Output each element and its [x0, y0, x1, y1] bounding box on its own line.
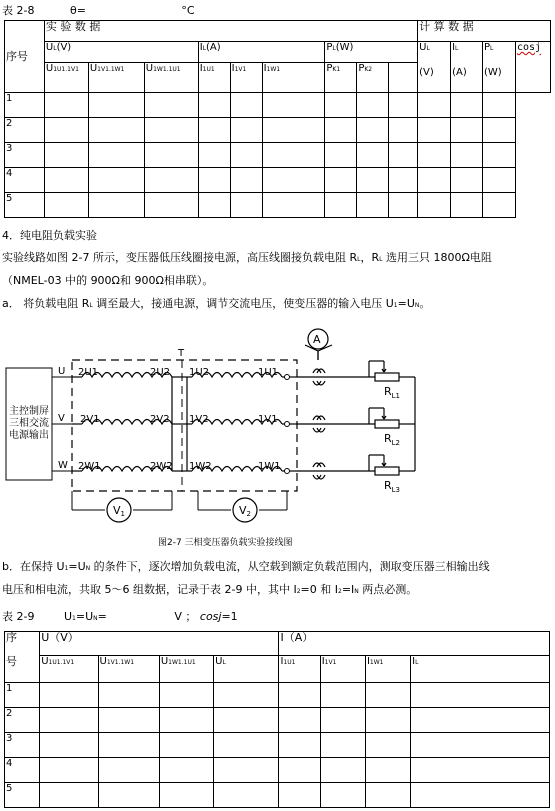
row-number: 5: [5, 193, 45, 218]
data-cell[interactable]: [198, 168, 230, 193]
u-group-header: UL(V): [44, 42, 198, 63]
source-line-3: 电源输出: [9, 430, 49, 441]
column-header: U1W1.1U1: [159, 656, 213, 683]
table-row: [5, 118, 551, 143]
data-cell[interactable]: [262, 143, 325, 168]
row-number: 5: [5, 783, 40, 808]
data-cell[interactable]: [159, 708, 213, 733]
column-header: I1U1: [198, 63, 230, 93]
p-group-header: PL(W): [325, 42, 418, 63]
column-header: IL: [411, 656, 550, 683]
data-cell[interactable]: [279, 708, 320, 733]
figure-2-7: [0, 325, 555, 555]
data-cell[interactable]: [411, 733, 550, 758]
data-cell[interactable]: [262, 168, 325, 193]
data-cell[interactable]: [144, 143, 198, 168]
data-cell[interactable]: [325, 168, 357, 193]
data-cell[interactable]: [44, 168, 88, 193]
data-cell[interactable]: [279, 783, 320, 808]
data-cell[interactable]: [40, 683, 98, 708]
row-number: 4: [5, 168, 45, 193]
data-cell[interactable]: [357, 93, 389, 118]
data-cell[interactable]: [365, 758, 410, 783]
row-number: 4: [5, 758, 40, 783]
terminal-2u1: 2U1: [78, 367, 99, 378]
data-cell[interactable]: [262, 118, 325, 143]
row-number: 2: [5, 708, 40, 733]
data-cell[interactable]: [40, 708, 98, 733]
data-cell[interactable]: [451, 118, 483, 143]
data-cell[interactable]: [325, 143, 357, 168]
transformer-label: T: [178, 348, 185, 359]
data-cell[interactable]: [159, 733, 213, 758]
data-cell[interactable]: [389, 93, 418, 118]
data-cell[interactable]: [451, 193, 483, 218]
data-cell[interactable]: [98, 758, 159, 783]
data-cell[interactable]: [198, 118, 230, 143]
source-line-1: 主控制屏: [9, 406, 49, 417]
calc-data-header: 计 算 数 据: [418, 21, 551, 42]
ammeter-label: A: [313, 333, 321, 346]
data-cell[interactable]: [214, 733, 279, 758]
table-row: [5, 708, 550, 733]
column-header: I1U1: [279, 656, 320, 683]
column-header: U1U1.1V1: [40, 656, 98, 683]
v2-label: V2: [239, 504, 251, 518]
row-number: 3: [5, 733, 40, 758]
data-cell[interactable]: [325, 193, 357, 218]
row-number: 1: [5, 93, 45, 118]
v1-label: V1: [113, 504, 125, 518]
data-cell[interactable]: [144, 118, 198, 143]
data-cell[interactable]: [389, 143, 418, 168]
data-cell[interactable]: [483, 118, 516, 143]
data-cell[interactable]: [88, 118, 144, 143]
data-cell[interactable]: [98, 783, 159, 808]
data-cell[interactable]: [88, 93, 144, 118]
column-header: U1V1.1W1: [88, 63, 144, 93]
terminal-2u2: 2U2: [150, 367, 171, 378]
phase-u: U: [58, 366, 66, 377]
table-2-8-caption: [2, 2, 195, 18]
data-cell[interactable]: [214, 758, 279, 783]
paragraph-b-line-2: 电压和相电流，共取 5～6 组数据，记录于表 2-9 中，其中 I2=0 和 I2=IN 两点必测。: [2, 583, 418, 596]
table-row: [5, 758, 550, 783]
data-cell[interactable]: [389, 193, 418, 218]
data-cell[interactable]: [144, 93, 198, 118]
source-line-2: 三相交流: [9, 418, 49, 429]
data-cell[interactable]: [98, 733, 159, 758]
data-cell[interactable]: [389, 118, 418, 143]
terminal-1w2: 1W2: [189, 461, 212, 472]
data-cell[interactable]: [451, 143, 483, 168]
column-header: U1W1.1U1: [144, 63, 198, 93]
calc-i-header: IL (A): [451, 42, 483, 93]
data-cell[interactable]: [198, 93, 230, 118]
table-2-8: [4, 20, 551, 218]
i-group-header: I（A）: [279, 632, 550, 656]
data-cell[interactable]: [230, 143, 262, 168]
data-cell[interactable]: [279, 758, 320, 783]
data-cell[interactable]: [214, 683, 279, 708]
data-cell[interactable]: [40, 758, 98, 783]
column-header: PK2: [357, 63, 389, 93]
paragraph-a: a． 将负载电阻 RL 调至最大，接通电源，调节交流电压，使变压器的输入电压 U1=UN。: [2, 297, 431, 310]
column-header: U1U1.1V1: [44, 63, 88, 93]
data-cell[interactable]: [483, 193, 516, 218]
table-2-9: [4, 631, 550, 808]
data-cell[interactable]: [262, 193, 325, 218]
figure-caption: 图2-7 三相变压器负载实验接线图: [158, 538, 293, 548]
table-row: [5, 683, 550, 708]
data-cell[interactable]: [389, 168, 418, 193]
data-cell[interactable]: [230, 193, 262, 218]
data-cell[interactable]: [451, 168, 483, 193]
load-resistors: [350, 361, 415, 475]
column-header: UL: [214, 656, 279, 683]
data-cell[interactable]: [230, 93, 262, 118]
data-cell[interactable]: [144, 193, 198, 218]
data-cell[interactable]: [198, 143, 230, 168]
phase-v: V: [58, 413, 65, 424]
data-cell[interactable]: [483, 93, 516, 118]
data-cell[interactable]: [357, 168, 389, 193]
data-cell[interactable]: [365, 733, 410, 758]
data-cell[interactable]: [418, 193, 451, 218]
rl2-label: $R_{L2}$: [384, 432, 401, 447]
column-header: I1V1: [230, 63, 262, 93]
data-cell[interactable]: [198, 193, 230, 218]
data-cell[interactable]: [279, 733, 320, 758]
data-cell[interactable]: [320, 708, 365, 733]
calc-u-header: UL (V): [418, 42, 451, 93]
table-row: [5, 733, 550, 758]
data-cell[interactable]: [483, 143, 516, 168]
table-row: [5, 93, 551, 118]
data-cell[interactable]: [325, 118, 357, 143]
terminal-2v1: 2V1: [80, 414, 100, 425]
terminal-2v2: 2V2: [150, 414, 170, 425]
data-cell[interactable]: [320, 758, 365, 783]
data-cell[interactable]: [411, 683, 550, 708]
terminal-1v1: 1V1: [258, 414, 278, 425]
column-header: U1V1.1W1: [98, 656, 159, 683]
data-cell[interactable]: [325, 93, 357, 118]
data-cell[interactable]: [88, 143, 144, 168]
i-group-header: IL(A): [198, 42, 325, 63]
data-cell[interactable]: [357, 143, 389, 168]
data-cell[interactable]: [365, 783, 410, 808]
data-cell[interactable]: [88, 168, 144, 193]
terminal-2w2: 2W2: [150, 461, 173, 472]
data-cell[interactable]: [483, 168, 516, 193]
calc-p-header: PL (W): [483, 42, 516, 93]
table-row: [5, 143, 551, 168]
terminal-1u2: 1U2: [189, 367, 210, 378]
theta-label: θ=: [69, 4, 86, 17]
data-cell[interactable]: [365, 683, 410, 708]
data-cell[interactable]: [411, 783, 550, 808]
paragraph-b-line-1: b．在保持 U1=UN 的条件下，逐次增加负载电流，从空载到额定负载范围内，测取变压器三相输出线: [2, 560, 490, 573]
data-cell[interactable]: [418, 168, 451, 193]
row-number: 2: [5, 118, 45, 143]
data-cell[interactable]: [418, 143, 451, 168]
data-cell[interactable]: [44, 118, 88, 143]
data-cell[interactable]: [451, 93, 483, 118]
data-cell[interactable]: [418, 93, 451, 118]
data-cell[interactable]: [320, 683, 365, 708]
data-cell[interactable]: [230, 118, 262, 143]
data-cell[interactable]: [357, 193, 389, 218]
data-cell[interactable]: [320, 783, 365, 808]
seq-header: 序号: [5, 21, 45, 93]
data-cell[interactable]: [88, 193, 144, 218]
exp-data-header: 实 验 数 据: [44, 21, 417, 42]
paragraph-1: 实验线路如图 2-7 所示，变压器低压线圈接电源，高压线圈接负载电阻 RL，RL 选用三只 1800Ω电阻: [2, 251, 492, 264]
terminal-1w1: 1W1: [258, 461, 281, 472]
table-row: [5, 783, 550, 808]
data-cell[interactable]: [44, 143, 88, 168]
data-cell[interactable]: [40, 733, 98, 758]
paragraph-2: （NMEL-03 中的 900Ω和 900Ω相串联）。: [2, 274, 214, 287]
row-number: 1: [5, 683, 40, 708]
terminal-1u1: 1U1: [258, 367, 279, 378]
data-cell[interactable]: [262, 93, 325, 118]
data-cell[interactable]: [159, 683, 213, 708]
data-cell[interactable]: [44, 93, 88, 118]
data-cell[interactable]: [98, 683, 159, 708]
data-cell[interactable]: [357, 118, 389, 143]
data-cell[interactable]: [98, 708, 159, 733]
data-cell[interactable]: [411, 758, 550, 783]
phase-w: W: [58, 460, 68, 471]
data-cell[interactable]: [418, 118, 451, 143]
column-header: I1W1: [365, 656, 410, 683]
terminal-2w1: 2W1: [78, 461, 101, 472]
data-cell[interactable]: [411, 708, 550, 733]
table-2-9-caption: 表 2-9 U1=UN= V ； cosj=1: [2, 610, 238, 623]
data-cell[interactable]: [279, 683, 320, 708]
data-cell[interactable]: [144, 168, 198, 193]
data-cell[interactable]: [40, 783, 98, 808]
table-row: [5, 193, 551, 218]
column-header: I1V1: [320, 656, 365, 683]
rl3-label: $R_{L3}$: [384, 479, 401, 494]
unit-label: °C: [181, 4, 195, 17]
table-row: [5, 168, 551, 193]
column-header: I1W1: [262, 63, 325, 93]
data-cell[interactable]: [214, 708, 279, 733]
row-number: 3: [5, 143, 45, 168]
data-cell[interactable]: [44, 193, 88, 218]
rl1-label: $R_{L1}$: [384, 385, 401, 400]
seq-header: 序 号: [5, 632, 40, 683]
data-cell[interactable]: [320, 733, 365, 758]
data-cell[interactable]: [159, 783, 213, 808]
column-header: PK1: [325, 63, 357, 93]
data-cell[interactable]: [365, 708, 410, 733]
data-cell[interactable]: [159, 758, 213, 783]
section-4-title: 4．纯电阻负载实验: [2, 229, 97, 242]
data-cell[interactable]: [214, 783, 279, 808]
table-label: 表 2-8: [2, 4, 35, 17]
data-cell[interactable]: [230, 168, 262, 193]
calc-cos-header: cosj: [515, 42, 550, 93]
terminal-1v2: 1V2: [189, 414, 209, 425]
u-group-header: U（V）: [40, 632, 279, 656]
